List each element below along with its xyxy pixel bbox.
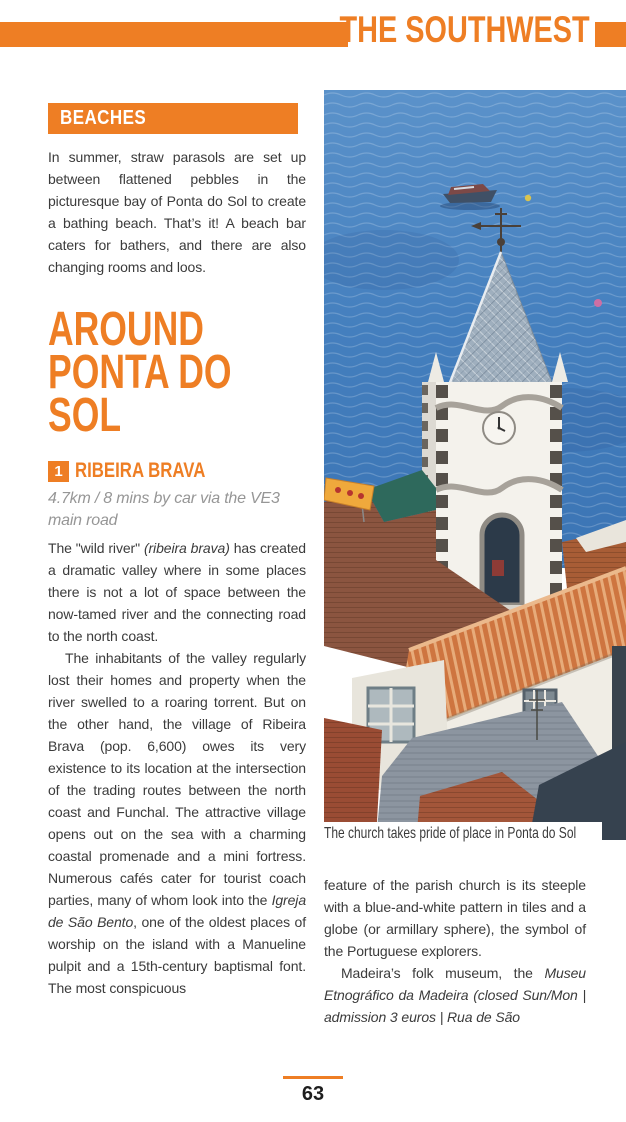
paragraph-2-italic: Igreja de São Bento [48,892,306,930]
page-header-title: THE SOUTHWEST [339,9,590,50]
buoy-pink [594,299,602,307]
paragraph-2-text: The inhabitants of the valley regularly lost their homes and property when the river swelled to a roaring torrent. But on the other hand, the village of Ribeira Brava (pop. 6,600) owes its very existence to its location at the intersection of the trading routes between the north coast and Funchal. The attractive village opens out on the sea with a charming coastal promenade and a mini fortress. Numerous cafés cater for tourist coach parties, many of whom look into the [48,650,306,908]
section-title [48,303,239,442]
paragraph-2 [48,647,306,999]
buoy-yellow [525,195,531,201]
paragraph-1-italic: (ribeira brava) [143,540,230,556]
beaches-heading: BEACHES [60,107,147,129]
poi-number-badge: 1 [48,461,69,482]
poi-name: RIBEIRA BRAVA [75,459,206,482]
footer-rule [283,1076,343,1079]
photo-caption [324,822,602,846]
paragraph-3-text: feature of the parish church is its steeple with a blue-and-white pattern in tiles and a globe (or armillary sphere), the symbol of the Portuguese explorers. [324,877,586,959]
poi-directions: 4.7km / 8 mins by car via the VE3 main road [48,490,280,529]
photo-caption-text: The church takes pride of place in Ponta do Sol [324,825,577,842]
header-rule-left [0,22,348,47]
clock-face [483,412,515,444]
header-rule-right [595,22,626,47]
paragraph-2-text-end: , one of the oldest places of worship on the island with a Manueline pulpit and a 15th-century baptismal font. The most conspicuous [48,914,306,996]
church-photo-illustration [324,90,626,840]
dark-wall-strip [612,646,626,756]
beaches-paragraph: In summer, straw parasols are set up between flattened pebbles in the picturesque bay of Ponta do Sol to create a bathing beach. That’s it! A beach bar caters for bathers, and there are also changing rooms and loos. [48,149,306,275]
section-title-line2: PONTA DO [48,346,232,399]
right-column [324,874,586,1028]
left-column [48,103,306,999]
paragraph-1-text: The "wild river" [48,540,144,556]
paragraph-1-text-end: has created a dramatic valley where in some places there is not a lot of space between the now-tamed river and the connecting road to the north coast. [48,540,306,644]
paragraph-3 [324,874,586,962]
poi-heading [48,459,306,483]
church-photo [324,90,626,840]
paragraph-4 [324,962,586,1028]
paragraph-4-text: Madeira’s folk museum, the [341,965,545,981]
beaches-heading-box [48,103,298,134]
paragraph-1 [48,537,306,647]
paragraph-4-italic: Museu Etnográfico da Madeira (closed Sun/Mon | admission 3 euros | Rua de São [324,965,586,1025]
page-number: 63 [301,1083,325,1105]
section-title-line3: SOL [48,389,122,442]
section-title-line1: AROUND [48,303,204,356]
